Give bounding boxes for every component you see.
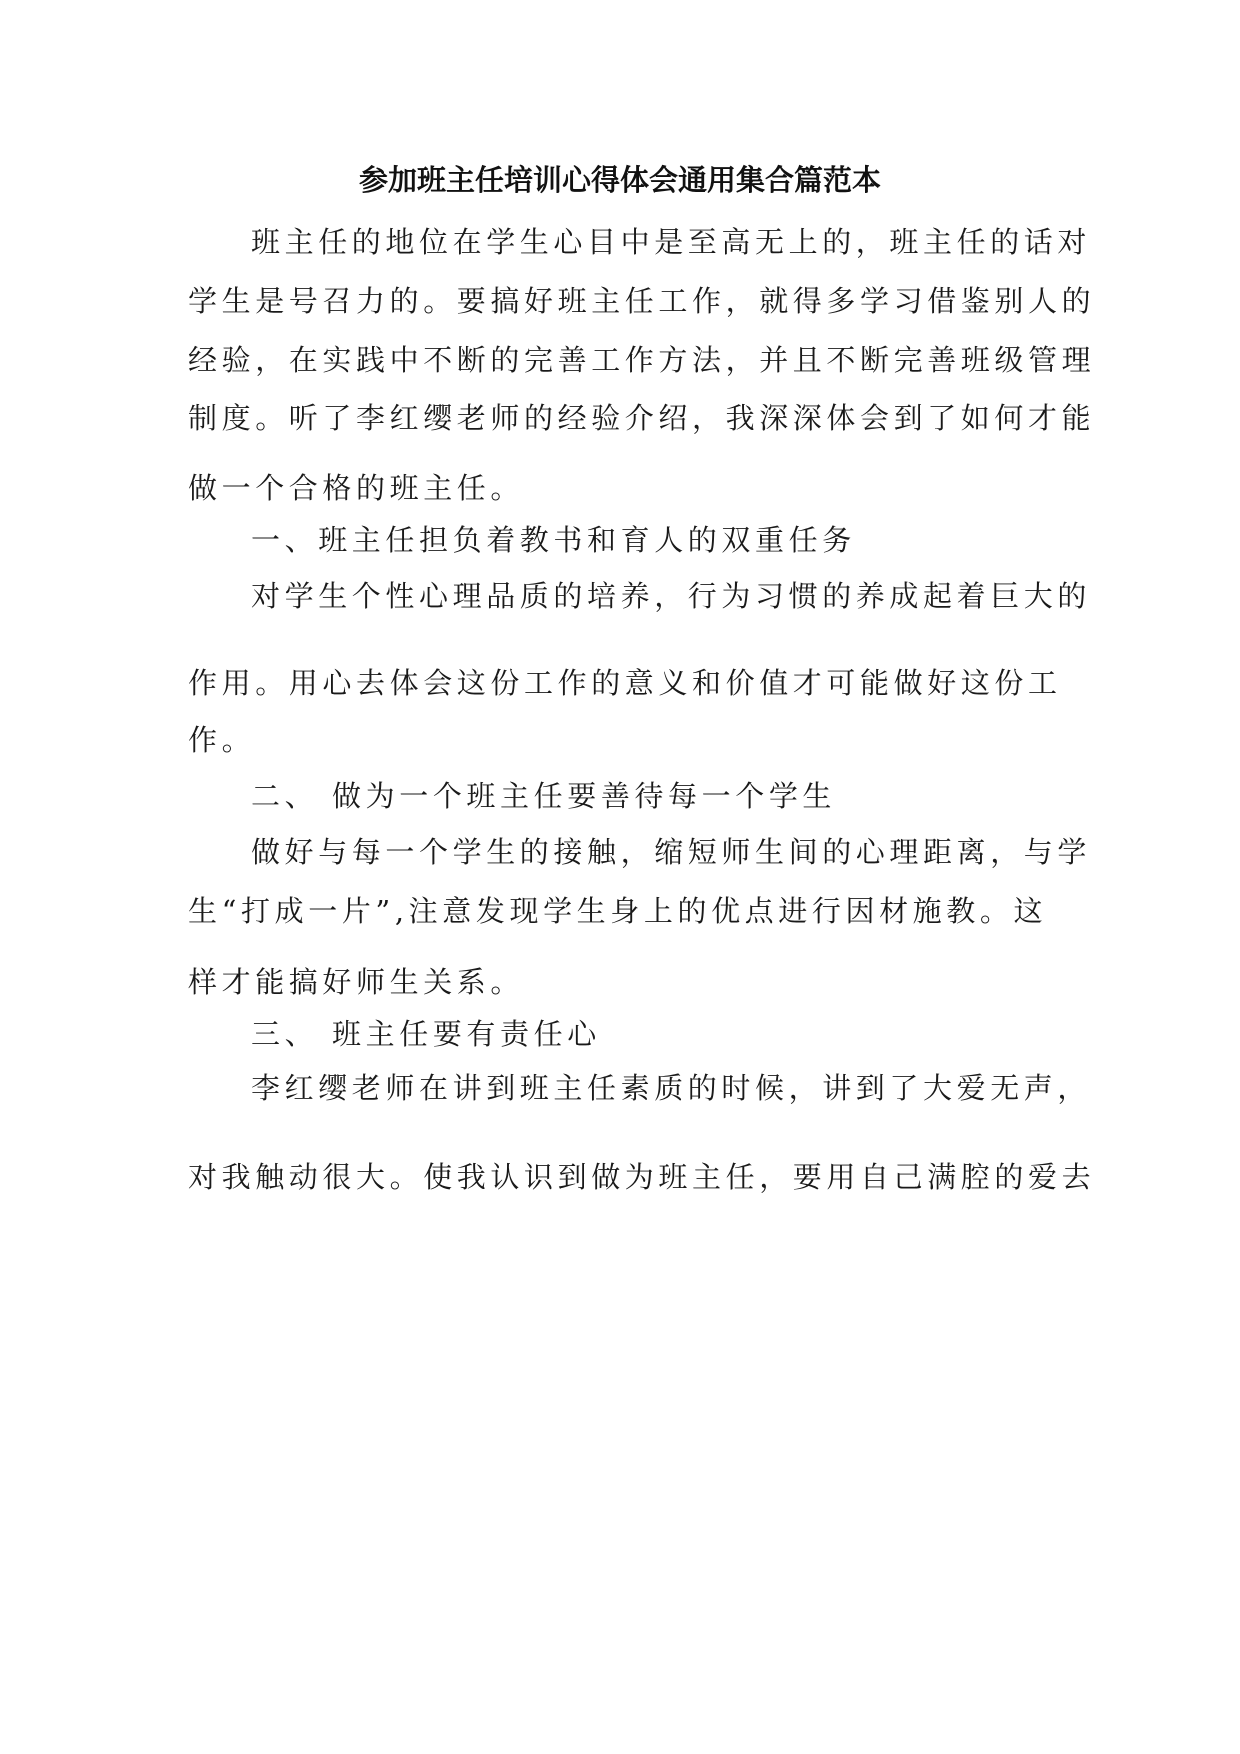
paragraph-line: 生“打成一片”,注意发现学生身上的优点进行因材施教。这	[188, 894, 1048, 928]
section-heading: 三、 班主任要有责任心	[251, 1017, 601, 1051]
paragraph-line: 李红缨老师在讲到班主任素质的时候，讲到了大爱无声，	[251, 1071, 1092, 1105]
paragraph-line: 作。	[188, 723, 256, 757]
section-heading: 二、 做为一个班主任要善待每一个学生	[251, 779, 837, 813]
paragraph-line: 对我触动很大。使我认识到做为班主任，要用自己满腔的爱去	[188, 1160, 1096, 1194]
paragraph-line: 样才能搞好师生关系。	[188, 965, 525, 999]
paragraph-line: 班主任的地位在学生心目中是至高无上的，班主任的话对	[251, 225, 1092, 259]
paragraph-line: 学生是号召力的。要搞好班主任工作，就得多学习借鉴别人的	[188, 284, 1096, 318]
document-title: 参加班主任培训心得体会通用集合篇范本	[358, 163, 881, 197]
section-heading: 一、班主任担负着教书和育人的双重任务	[251, 523, 856, 557]
paragraph-line: 经验，在实践中不断的完善工作方法，并且不断完善班级管理	[188, 343, 1096, 377]
paragraph-line: 做一个合格的班主任。	[188, 471, 525, 505]
paragraph-line: 做好与每一个学生的接触，缩短师生间的心理距离，与学	[251, 835, 1092, 869]
paragraph-line: 制度。听了李红缨老师的经验介绍，我深深体会到了如何才能	[188, 401, 1096, 435]
paragraph-line: 作用。用心去体会这份工作的意义和价值才可能做好这份工	[188, 666, 1062, 700]
paragraph-line: 对学生个性心理品质的培养，行为习惯的养成起着巨大的	[251, 579, 1092, 613]
